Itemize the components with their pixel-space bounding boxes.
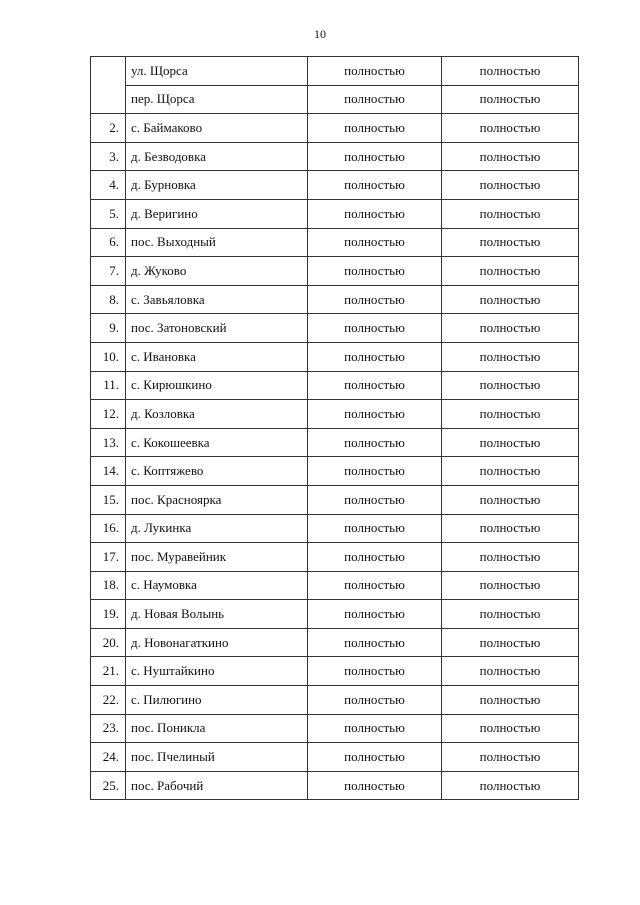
- status-cell: полностью: [308, 314, 442, 343]
- row-number: 7.: [91, 257, 126, 286]
- table-row: [91, 371, 579, 400]
- status-cell: полностью: [442, 771, 579, 800]
- settlement-name: пос. Затоновский: [126, 314, 308, 343]
- table-row: [91, 114, 579, 143]
- row-number: 20.: [91, 628, 126, 657]
- status-cell: полностью: [308, 600, 442, 629]
- table-row: [91, 314, 579, 343]
- status-cell: полностью: [442, 142, 579, 171]
- status-cell: полностью: [442, 257, 579, 286]
- row-number: 11.: [91, 371, 126, 400]
- row-number: 23.: [91, 714, 126, 743]
- settlement-name: д. Веригино: [126, 199, 308, 228]
- status-cell: полностью: [442, 228, 579, 257]
- status-cell: полностью: [308, 771, 442, 800]
- settlement-name: с. Наумовка: [126, 571, 308, 600]
- settlement-name: пос. Поникла: [126, 714, 308, 743]
- row-number: 15.: [91, 485, 126, 514]
- table-row: [91, 485, 579, 514]
- settlement-name: с. Пилюгино: [126, 686, 308, 715]
- status-cell: полностью: [308, 342, 442, 371]
- settlement-name: д. Новонагаткино: [126, 628, 308, 657]
- status-cell: полностью: [442, 485, 579, 514]
- status-cell: полностью: [308, 428, 442, 457]
- table-row: [91, 428, 579, 457]
- status-cell: полностью: [308, 257, 442, 286]
- row-number: [91, 57, 126, 114]
- status-cell: полностью: [442, 314, 579, 343]
- status-cell: полностью: [308, 114, 442, 143]
- settlement-name: с. Баймаково: [126, 114, 308, 143]
- table-row: [91, 714, 579, 743]
- table-row: [91, 514, 579, 543]
- table-body: [91, 57, 579, 800]
- settlement-name: с. Коптяжево: [126, 457, 308, 486]
- status-cell: полностью: [308, 142, 442, 171]
- row-number: 14.: [91, 457, 126, 486]
- status-cell: полностью: [442, 85, 579, 114]
- row-number: 12.: [91, 400, 126, 429]
- table-row: [91, 171, 579, 200]
- status-cell: полностью: [308, 714, 442, 743]
- status-cell: полностью: [308, 171, 442, 200]
- status-cell: полностью: [442, 57, 579, 86]
- settlement-name: д. Новая Волынь: [126, 600, 308, 629]
- status-cell: полностью: [442, 199, 579, 228]
- row-number: 25.: [91, 771, 126, 800]
- table-row: [91, 57, 579, 86]
- table-row: [91, 257, 579, 286]
- status-cell: полностью: [308, 228, 442, 257]
- table-row: [91, 628, 579, 657]
- status-cell: полностью: [308, 543, 442, 572]
- settlement-name: с. Завьяловка: [126, 285, 308, 314]
- row-number: 21.: [91, 657, 126, 686]
- row-number: 10.: [91, 342, 126, 371]
- status-cell: полностью: [442, 342, 579, 371]
- status-cell: полностью: [442, 285, 579, 314]
- row-number: 4.: [91, 171, 126, 200]
- status-cell: полностью: [442, 514, 579, 543]
- row-number: 9.: [91, 314, 126, 343]
- settlement-name: пос. Красноярка: [126, 485, 308, 514]
- table-row: [91, 657, 579, 686]
- status-cell: полностью: [308, 686, 442, 715]
- settlement-name: д. Лукинка: [126, 514, 308, 543]
- table-row: [91, 600, 579, 629]
- status-cell: полностью: [308, 57, 442, 86]
- settlement-name: ул. Щорса: [126, 57, 308, 86]
- settlement-name: пос. Пчелиный: [126, 743, 308, 772]
- status-cell: полностью: [308, 199, 442, 228]
- status-cell: полностью: [308, 485, 442, 514]
- status-cell: полностью: [308, 514, 442, 543]
- status-cell: полностью: [442, 171, 579, 200]
- settlement-name: с. Кирюшкино: [126, 371, 308, 400]
- status-cell: полностью: [442, 457, 579, 486]
- row-number: 18.: [91, 571, 126, 600]
- settlement-name: д. Бурновка: [126, 171, 308, 200]
- table-row: [91, 457, 579, 486]
- table-row: [91, 543, 579, 572]
- status-cell: полностью: [308, 85, 442, 114]
- status-cell: полностью: [442, 543, 579, 572]
- status-cell: полностью: [308, 371, 442, 400]
- settlements-table: [90, 56, 579, 800]
- settlement-name: с. Кокошеевка: [126, 428, 308, 457]
- status-cell: полностью: [442, 571, 579, 600]
- table-row: [91, 571, 579, 600]
- table-row: [91, 686, 579, 715]
- settlement-name: с. Ивановка: [126, 342, 308, 371]
- row-number: 3.: [91, 142, 126, 171]
- row-number: 6.: [91, 228, 126, 257]
- status-cell: полностью: [442, 400, 579, 429]
- settlement-name: с. Нуштайкино: [126, 657, 308, 686]
- page-number: 10: [314, 27, 326, 41]
- status-cell: полностью: [442, 114, 579, 143]
- table-row: [91, 342, 579, 371]
- settlement-name: д. Безводовка: [126, 142, 308, 171]
- settlement-name: д. Козловка: [126, 400, 308, 429]
- status-cell: полностью: [442, 628, 579, 657]
- row-number: 22.: [91, 686, 126, 715]
- settlement-name: пер. Щорса: [126, 85, 308, 114]
- table-row: [91, 771, 579, 800]
- row-number: 5.: [91, 199, 126, 228]
- row-number: 19.: [91, 600, 126, 629]
- status-cell: полностью: [308, 628, 442, 657]
- status-cell: полностью: [442, 600, 579, 629]
- status-cell: полностью: [308, 657, 442, 686]
- status-cell: полностью: [442, 714, 579, 743]
- row-number: 8.: [91, 285, 126, 314]
- row-number: 17.: [91, 543, 126, 572]
- row-number: 2.: [91, 114, 126, 143]
- settlement-name: д. Жуково: [126, 257, 308, 286]
- table-row: [91, 228, 579, 257]
- row-number: 24.: [91, 743, 126, 772]
- table-row: [91, 199, 579, 228]
- table-row: [91, 285, 579, 314]
- status-cell: полностью: [442, 657, 579, 686]
- table-row: [91, 400, 579, 429]
- status-cell: полностью: [442, 743, 579, 772]
- settlement-name: пос. Муравейник: [126, 543, 308, 572]
- status-cell: полностью: [308, 285, 442, 314]
- status-cell: полностью: [442, 428, 579, 457]
- row-number: 16.: [91, 514, 126, 543]
- row-number: 13.: [91, 428, 126, 457]
- status-cell: полностью: [442, 686, 579, 715]
- status-cell: полностью: [308, 457, 442, 486]
- settlement-name: пос. Выходный: [126, 228, 308, 257]
- table-row: [91, 85, 579, 114]
- status-cell: полностью: [308, 400, 442, 429]
- table-row: [91, 743, 579, 772]
- table-row: [91, 142, 579, 171]
- status-cell: полностью: [308, 571, 442, 600]
- settlement-name: пос. Рабочий: [126, 771, 308, 800]
- status-cell: полностью: [442, 371, 579, 400]
- status-cell: полностью: [308, 743, 442, 772]
